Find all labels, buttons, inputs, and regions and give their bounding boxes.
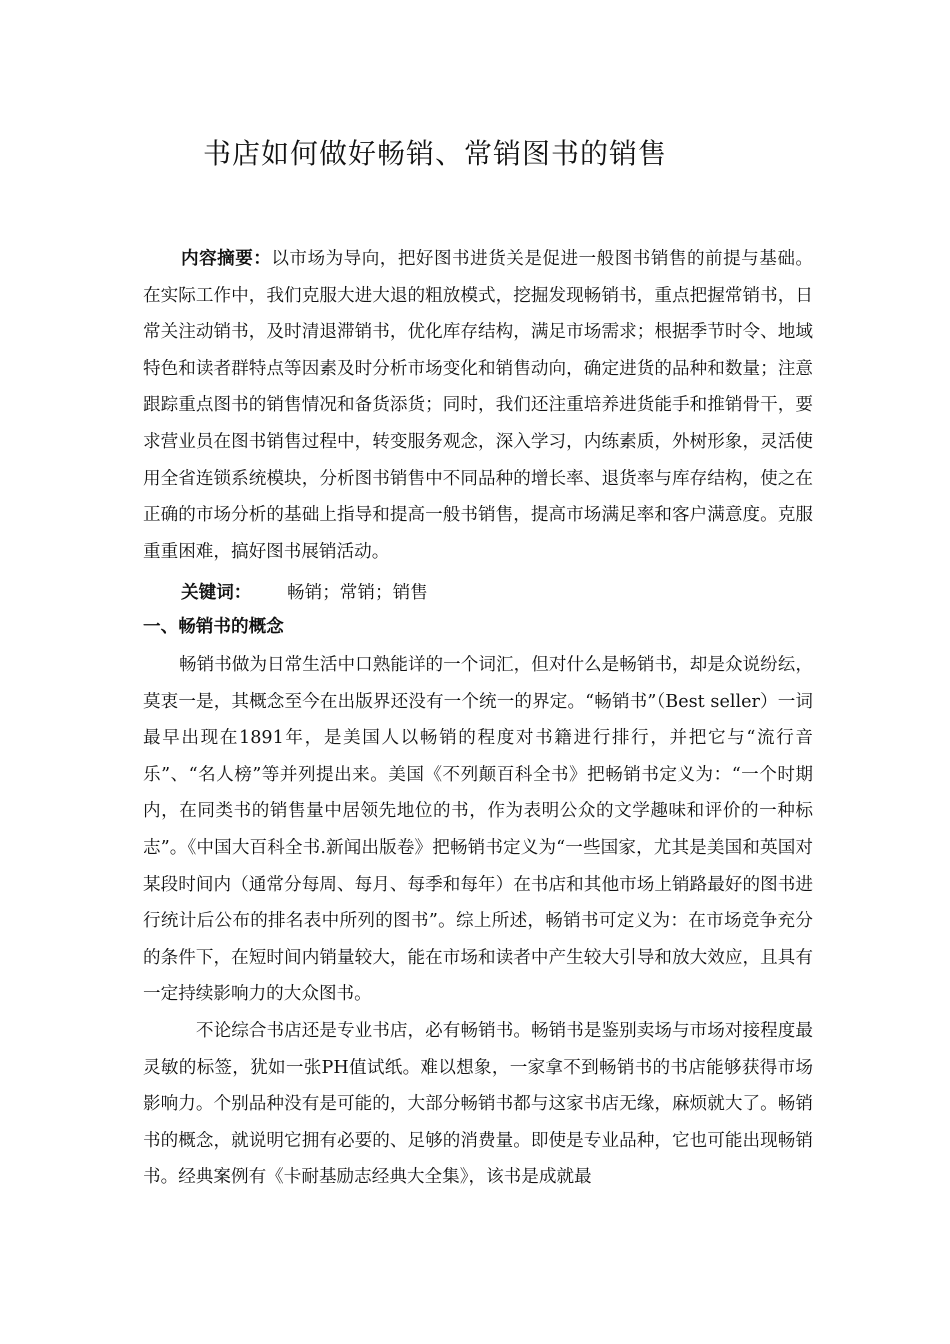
body-paragraph: 不论综合书店还是专业书店，必有畅销书。畅销书是鉴别卖场与市场对接程度最灵敏的标签，犹如一张PH值试纸。难以想象，一家拿不到畅销书的书店能够获得市场影响力。个别品种没有是可能的，大部分畅销书都与这家书店无缘，麻烦就大了。畅销书的概念，就说明它拥有必要的、足够的消费量。即使是专业品种，它也可能出现畅销书。经典案例有《卡耐基励志经典大全集》，该书是成就最 [143,1021,813,1188]
section-heading: 一、畅销书的概念 [143,617,284,637]
keywords-text: 畅销；常销；销售 [287,583,428,603]
abstract-paragraph [143,241,813,570]
abstract-label: 内容摘要： [181,249,272,269]
body-paragraph: 畅销书做为日常生活中口熟能详的一个词汇，但对什么是畅销书，却是众说纷纭，莫衷一是，其概念至今在出版界还没有一个统一的界定。“畅销书”（Best seller）一词最早出现在1891年，是美国人以畅销的程度对书籍进行排行，并把它与“流行音乐”、“名人榜”等并列提出来。美国《不列颠百科全书》把畅销书定义为：“一个时期内，在同类书的销售量中居领先地位的书，作为表明公众的文学趣味和评价的一种标志”。《中国大百科全书.新闻出版卷》把畅销书定义为“一些国家，尤其是美国和英国对某段时间内（通常分每周、每月、每季和每年）在书店和其他市场上销路最好的图书进行统计后公布的排名表中所列的图书”。综上所述，畅销书可定义为：在市场竞争充分的条件下，在短时间内销量较大，能在市场和读者中产生较大引导和放大效应，且具有一定持续影响力的大众图书。 [143,655,813,1005]
keywords-label: 关键词： [181,583,252,603]
abstract-text: 以市场为导向，把好图书进货关是促进一般图书销售的前提与基础。在实际工作中，我们克服大进大退的粗放模式，挖掘发现畅销书，重点把握常销书，日常关注动销书，及时清退滞销书，优化库存结构，满足市场需求；根据季节时令、地域特色和读者群特点等因素及时分析市场变化和销售动向，确定进货的品种和数量；注意跟踪重点图书的销售情况和备货添货；同时，我们还注重培养进货能手和推销骨干，要求营业员在图书销售过程中，转变服务观念，深入学习，内练素质，外树形象，灵活使用全省连锁系统模块，分析图书销售中不同品种的增长率、退货率与库存结构，使之在正确的市场分析的基础上指导和提高一般书销售，提高市场满足率和客户满意度。克服重重困难，搞好图书展销活动。 [143,249,813,562]
keywords-line [181,578,428,608]
document-title: 书店如何做好畅销、常销图书的销售 [203,137,668,170]
